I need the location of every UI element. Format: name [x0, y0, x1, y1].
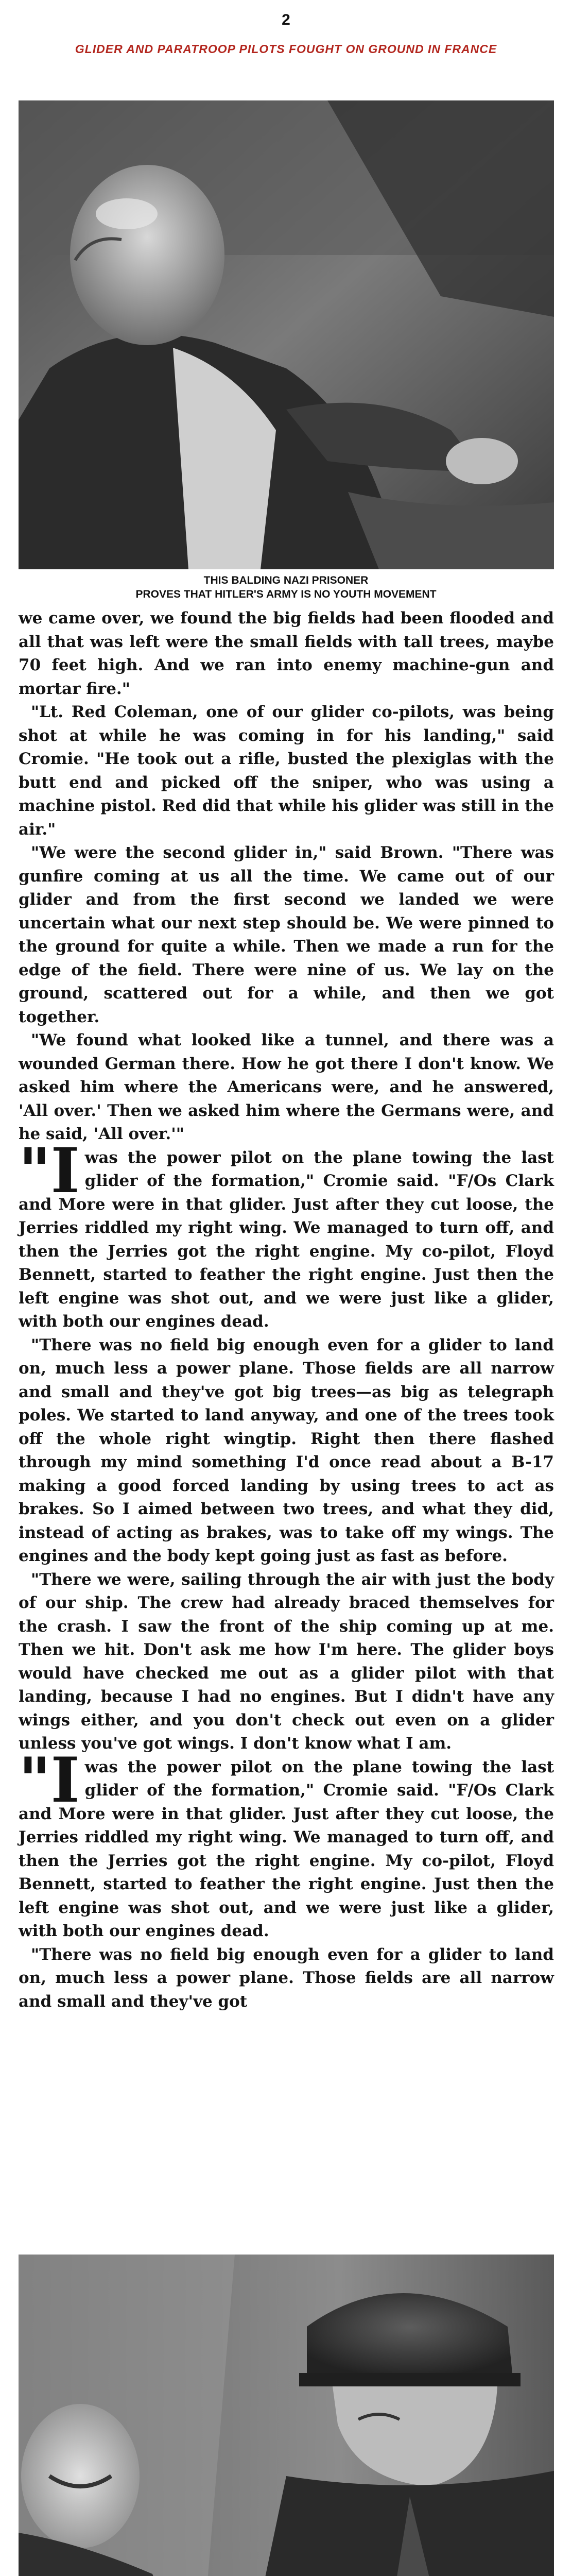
article-paragraph: "We were the second glider in," said Brown. "There was gunfire coming at us all the time. We came out of our glider and from the first second we landed we were uncertain what our next step should be. We were pinned to the ground for quite a while. Then we made a run for the edge of the field. There were nine of us. We lay on the ground, scattered out for a while, and then we got together.	[19, 843, 554, 1026]
article-paragraph: "There was no field big enough even for a glider to land on, much less a power plane. Those fields are all narrow and small and they've got big trees—as big as telegraph poles. We started to land anyway, and one of the trees took off the whole right wingtip. Right then there flashed through my mind something I'd once read about a B-17 making a good forced landing by using trees to act as brakes. So I aimed between two trees, and what they did, instead of acting as brakes, was to take off my wings. The engines and the body kept going just as fast as before.	[19, 1335, 554, 1565]
prisoner-caption-line-1: THIS BALDING NAZI PRISONER	[203, 574, 369, 586]
article-paragraph: "There we were, sailing through the air with just the body of our ship. The crew had already braced themselves for the crash. I saw the front of the ship coming up at me. Then we hit. Don't ask me how I'm here. The glider boys would have checked me out as a glider pilot with that landing, because I had no engines. But I didn't have any wings either, and you don't check out even on a glider unless you've got wings. I don't know what I am.	[19, 1570, 554, 1753]
article-paragraph-dropcap	[19, 1743, 554, 1943]
article-paragraph: "Lt. Red Coleman, one of our glider co-pilots, was being shot at while he was coming in for his landing," said Cromie. "He took out a rifle, busted the plexiglas with the butt end and picked off the sniper, who was using a machine pistol. Red did that while his glider was still in the air."	[19, 703, 554, 839]
prisoner-photo-image	[19, 100, 554, 569]
prisoner-photo	[19, 100, 554, 569]
drop-cap: "I	[19, 1743, 80, 1817]
soldier-photo	[19, 2255, 554, 2576]
prisoner-caption-line-2: PROVES THAT HITLER'S ARMY IS NO YOUTH MOVEMENT	[135, 588, 437, 600]
article-paragraph-text: was the power pilot on the plane towing the last glider of the formation," Cromie said. "F/Os Clark and More were in that glider. Just after they cut loose, the Jerries riddled my right wing. We managed to turn off, and then the Jerries got the right engine. My co-pilot, Floyd Bennett, started to feather the right engine. Just then the left engine was shot out, and we were just like a glider, with both our engines dead.	[19, 1757, 554, 1940]
article-paragraph-dropcap	[19, 1134, 554, 1334]
article-paragraph-text: was the power pilot on the plane towing the last glider of the formation," Cromie said. "F/Os Clark and More were in that glider. Just after they cut loose, the Jerries riddled my right wing. We managed to turn off, and then the Jerries got the right engine. My co-pilot, Floyd Bennett, started to feather the right engine. Just then the left engine was shot out, and we were just like a glider, with both our engines dead.	[19, 1148, 554, 1331]
article-paragraph: we came over, we found the big fields had been flooded and all that was left were the small fields with tall trees, maybe 70 feet high. And we ran into enemy machine-gun and mortar fire."	[19, 609, 554, 698]
article-paragraph: "There was no field big enough even for a glider to land on, much less a power plane. Those fields are all narrow and small and they've got	[19, 1945, 554, 2011]
page-number: 2	[282, 11, 290, 28]
article-body	[19, 607, 554, 2013]
article-paragraph: "We found what looked like a tunnel, and there was a wounded German there. How he got there I don't know. We asked him where the Americans were, and he answered, 'All over.' Then we asked him where the Germans were, and he said, 'All over.'"	[19, 1031, 554, 1143]
section-kicker: GLIDER AND PARATROOP PILOTS FOUGHT ON GROUND IN FRANCE	[75, 42, 497, 56]
soldier-photo-image	[19, 2255, 554, 2576]
drop-cap: "I	[19, 1134, 80, 1207]
